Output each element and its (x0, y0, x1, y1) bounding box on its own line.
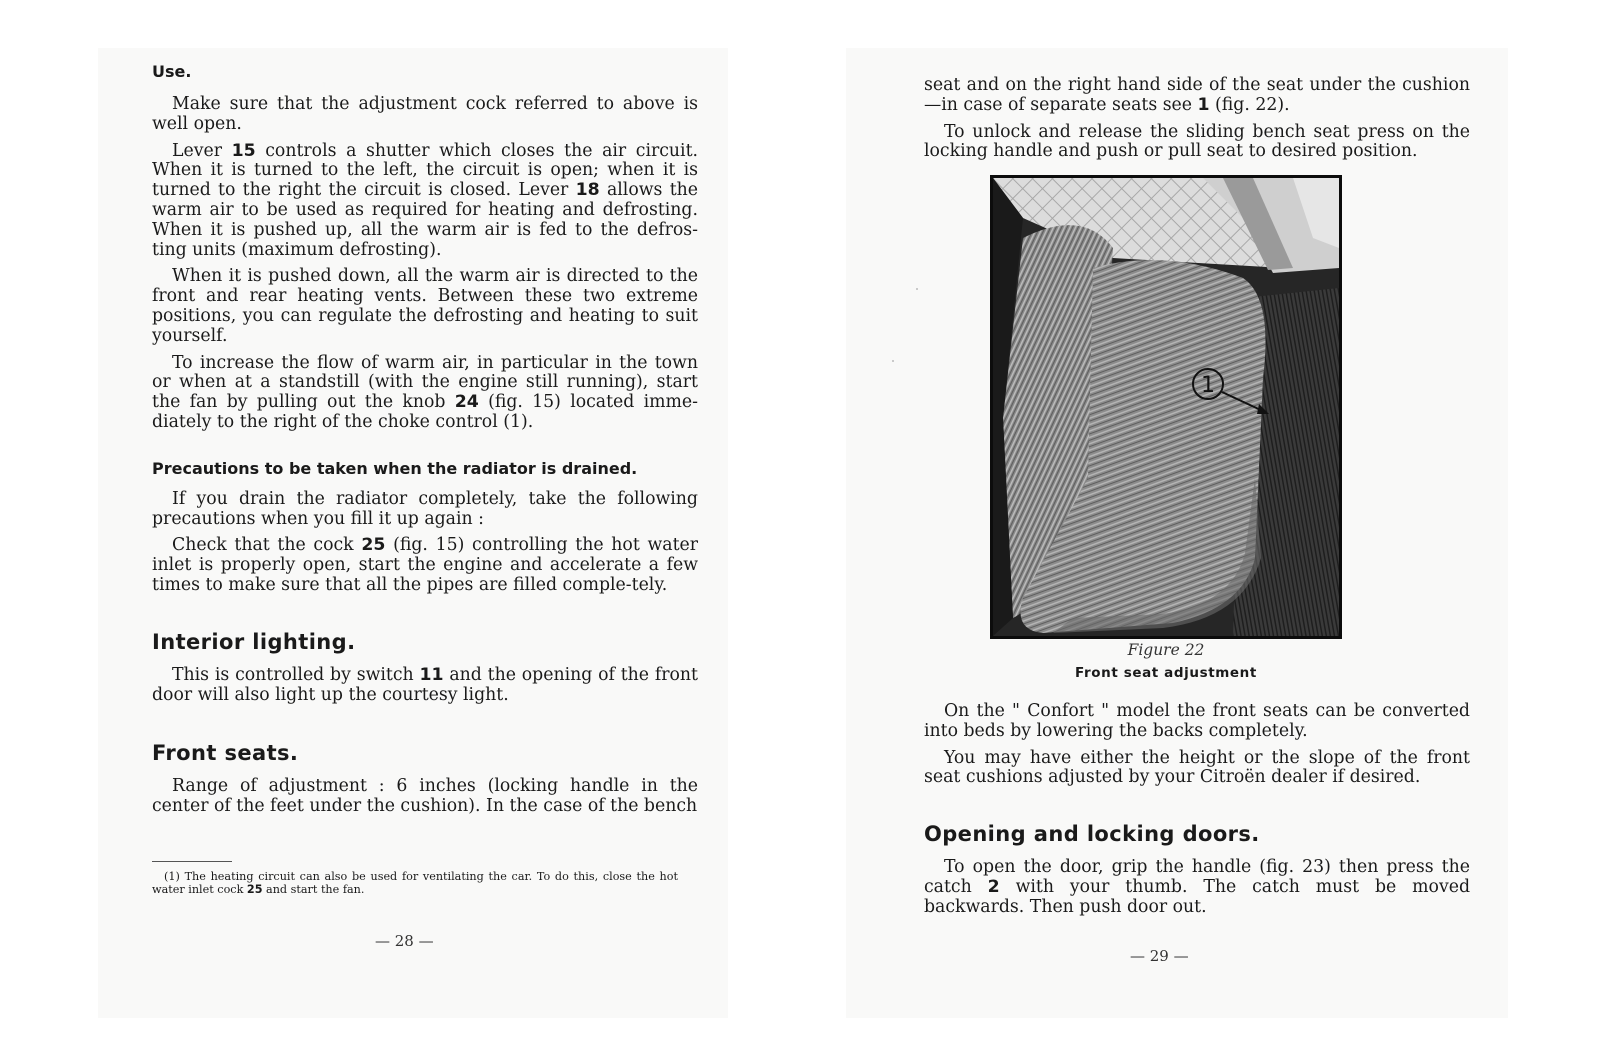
use-paragraph-4: To increase the flow of warm air, in particular in the town or when at a standstill (with the engine still running), start the fan by pulling out the knob 24 (fig. 15) located imme-diately to the right of the choke control (1). (152, 352, 698, 432)
page-number-left: — 28 — (375, 932, 434, 950)
speck (892, 360, 894, 362)
footnote: (1) The heating circuit can also be used for ventilating the car. To do this, close the hot water inlet cock 25 and start the fan. (152, 870, 678, 896)
page-number-right: — 29 — (1130, 947, 1189, 965)
precautions-heading: Precautions to be taken when the radiator is drained. (152, 458, 638, 478)
figure-number: Figure 22 (1127, 641, 1205, 659)
front-seats-paragraph: Range of adjustment : 6 inches (locking handle in the center of the feet under the cushion). In the case of the bench (152, 776, 698, 817)
doors-paragraph: To open the door, grip the handle (fig. 23) then press the catch 2 with your thumb. The catch must be moved backwards. Then push door out. (924, 857, 1471, 917)
footnote-rule (152, 861, 232, 862)
unlock-paragraph: To unlock and release the sliding bench seat press on the locking handle and push or pull seat to desired position. (924, 121, 1470, 162)
left-page (98, 48, 728, 1018)
interior-lighting-heading: Interior lighting. (152, 629, 356, 654)
speck (916, 288, 918, 290)
figure-callout-label: 1 (1201, 373, 1215, 398)
interior-lighting-paragraph: This is controlled by switch 11 and the opening of the front door will also light up the courtesy light. (152, 664, 698, 705)
front-seats-heading: Front seats. (152, 741, 299, 766)
left-page-text-column (152, 62, 698, 817)
use-heading: Use. (152, 62, 192, 81)
continued-paragraph: seat and on the right hand side of the seat under the cushion —in case of separate seats see 1 (fig. 22). (924, 75, 1470, 115)
precautions-paragraph-2: Check that the cock 25 (fig. 15) controlling the hot water inlet is properly open, start the engine and accelerate a few times to make sure that all the pipes are filled comple-tely. (152, 535, 698, 595)
figure-22-photo (990, 175, 1342, 639)
use-paragraph-2: Lever 15 controls a shutter which closes the air circuit. When it is turned to the left, the circuit is open; when it is turned to the right the circuit is closed. Lever 18 allows the warm air to be used as required for heating and defrosting. When it is pushed up, all the warm air is fed to the defros-ting units (maximum defrosting). (152, 140, 699, 260)
right-page-text-column-top (924, 76, 1470, 162)
dealer-paragraph: You may have either the height or the slope of the front seat cushions adjusted by your Citroën dealer if desired. (924, 747, 1470, 788)
right-page-text-column-bottom (924, 702, 1470, 918)
right-page (846, 48, 1508, 1018)
use-paragraph-1: Make sure that the adjustment cock referred to above is well open. (152, 94, 698, 134)
confort-paragraph: On the " Confort " model the front seats can be converted into beds by lowering the backs completely. (924, 701, 1470, 741)
use-paragraph-3: When it is pushed down, all the warm air is directed to the front and rear heating vents. Between these two extreme positions, you can regulate the defrosting and heating to suit yourself. (152, 266, 698, 346)
precautions-paragraph-1: If you drain the radiator completely, take the following precautions when you fill it up again : (152, 488, 698, 529)
doors-heading: Opening and locking doors. (924, 822, 1260, 847)
figure-title: Front seat adjustment (1075, 665, 1257, 681)
